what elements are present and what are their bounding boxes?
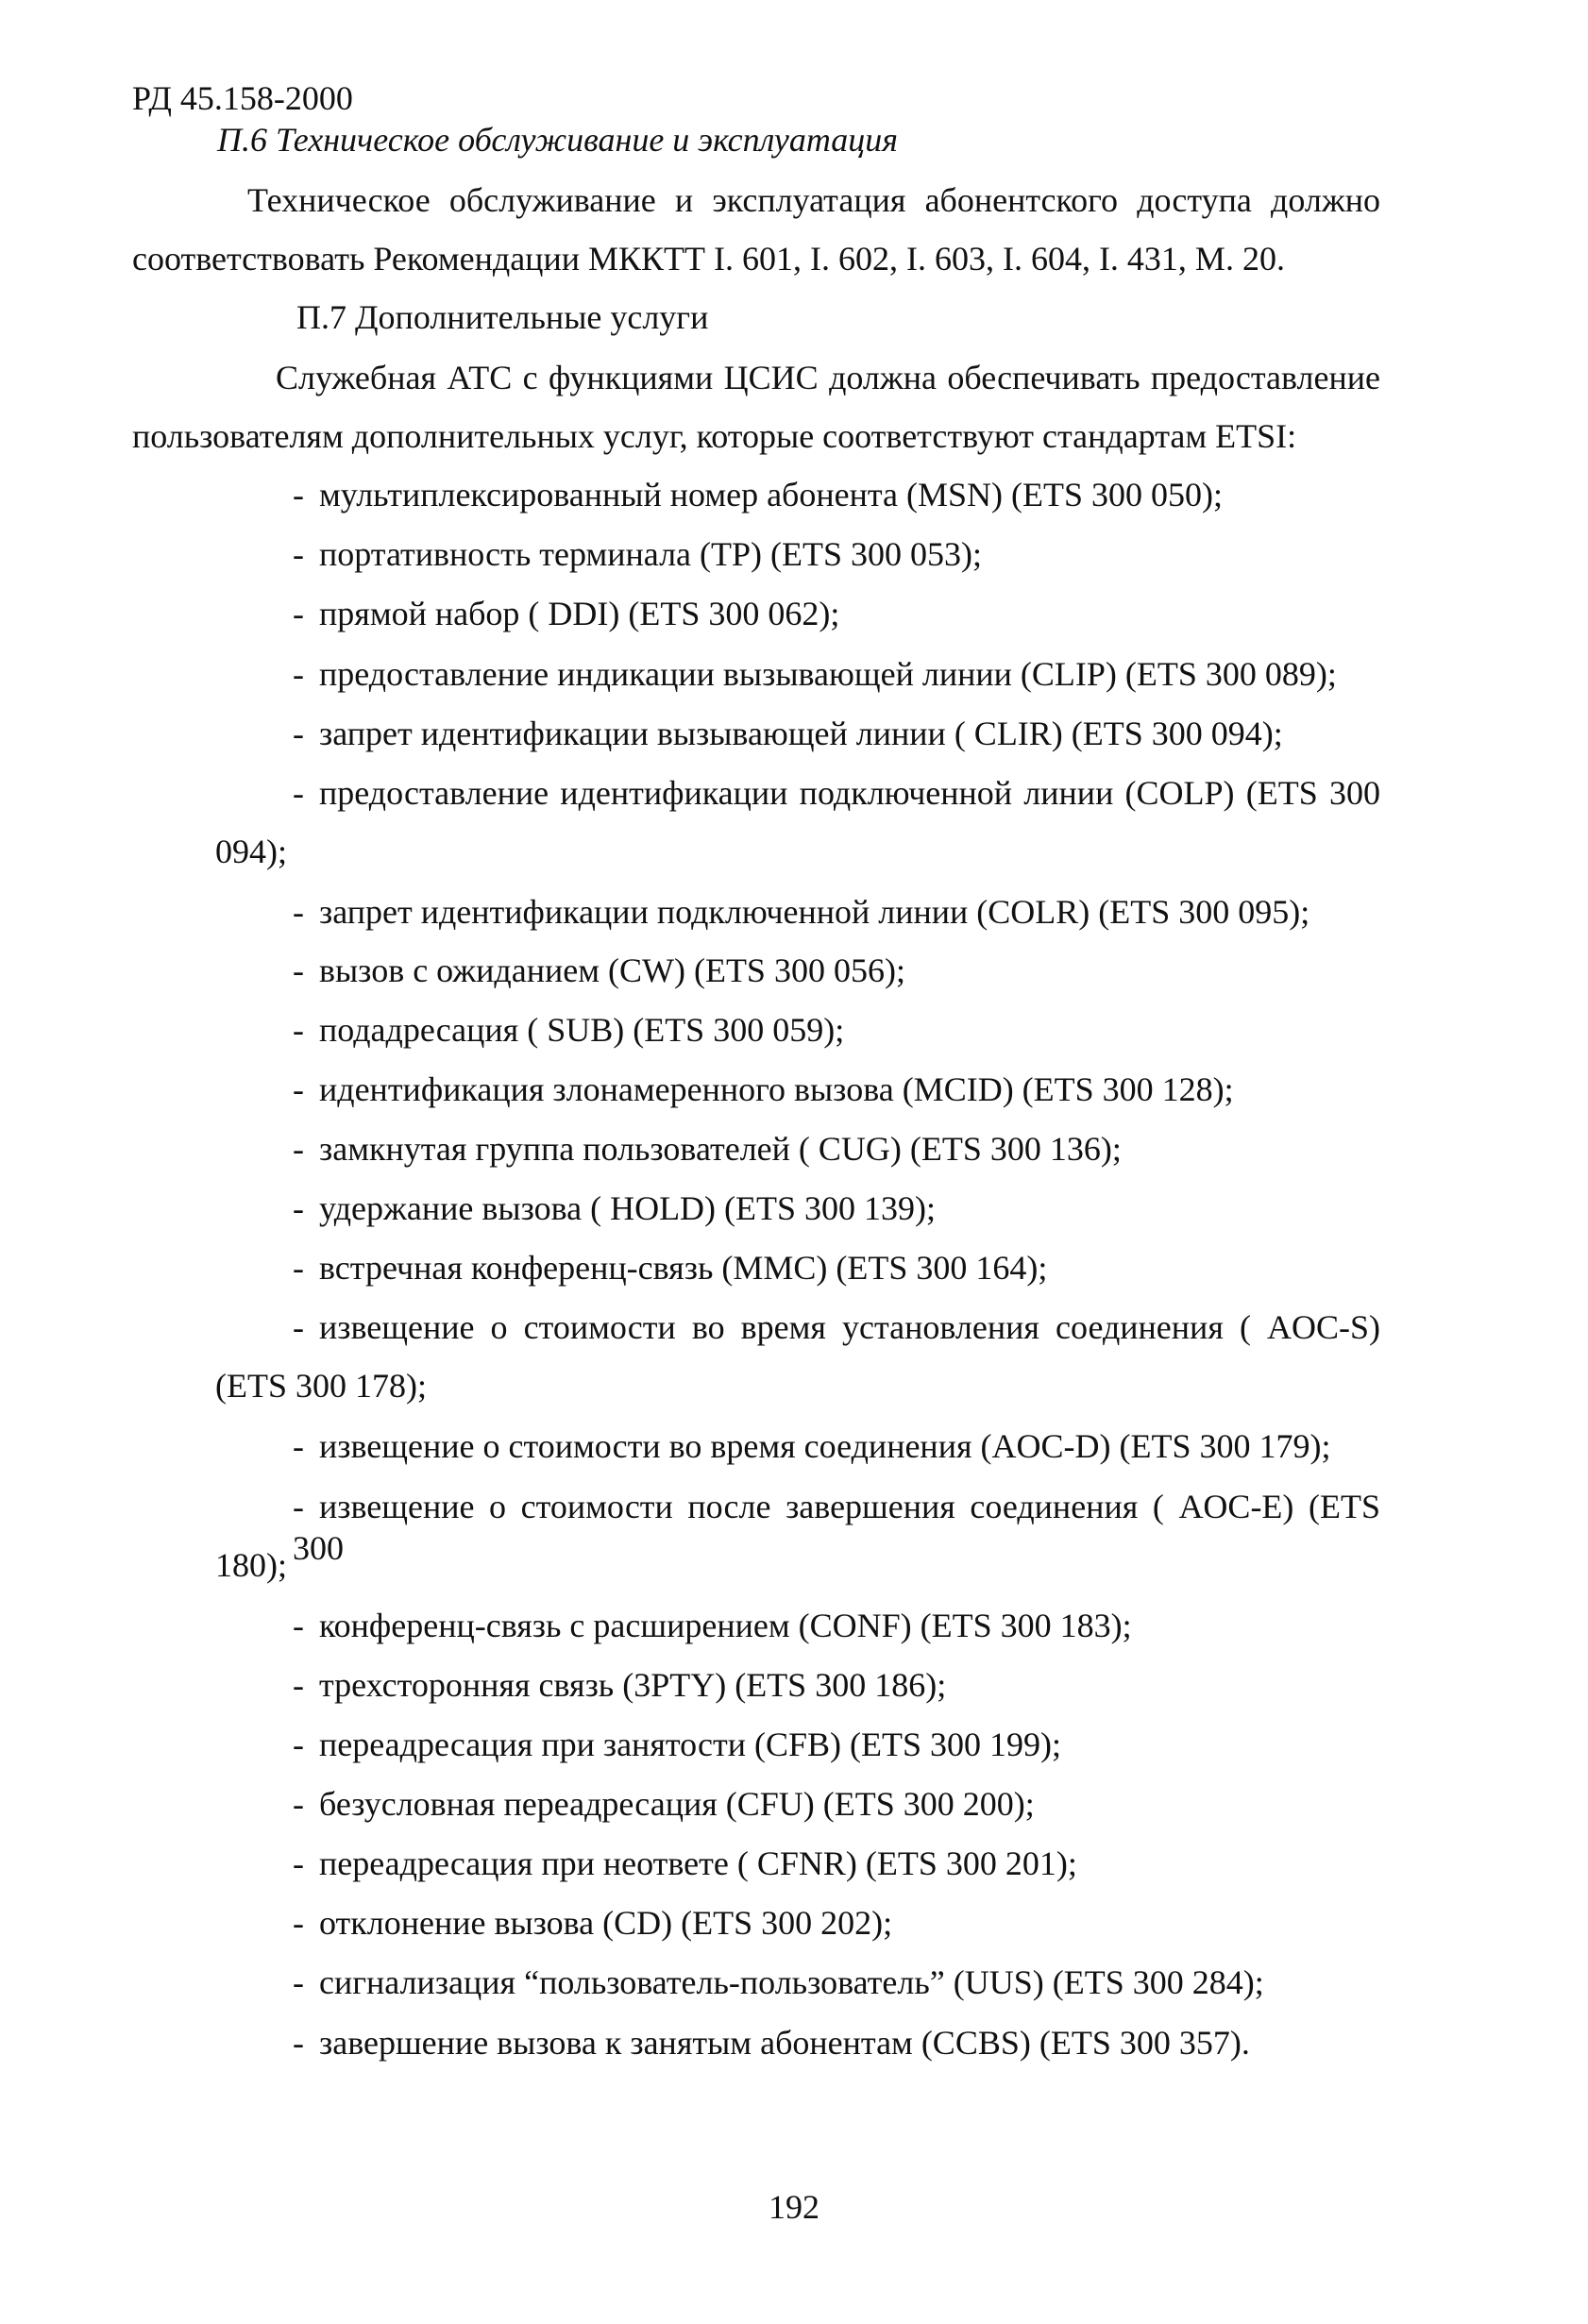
list-item: [293, 950, 905, 991]
list-item: [293, 653, 1337, 695]
list-dash: -: [293, 1963, 304, 2001]
list-dash: -: [293, 535, 304, 573]
list-dash: -: [293, 893, 304, 931]
list-item: [293, 1306, 1380, 1348]
section-p7-paragraph-line-2: пользователям дополнительных услуг, которые соответствуют стандартам ETSI:: [132, 417, 1297, 455]
list-item: [293, 1069, 1234, 1110]
list-dash: -: [293, 1308, 304, 1346]
list-dash: -: [293, 655, 304, 693]
list-item-text: предоставление индикации вызывающей линии (CLIP) (ETS 300 089);: [319, 655, 1337, 693]
list-dash: -: [293, 1249, 304, 1287]
list-item-text: отклонение вызова (CD) (ETS 300 202);: [319, 1904, 893, 1942]
list-item: [293, 1783, 1035, 1825]
section-p6-paragraph-line-1: Техническое обслуживание и эксплуатация абонентского доступа должно: [247, 181, 1380, 219]
list-dash: -: [293, 2024, 304, 2062]
list-item: [293, 1425, 1330, 1467]
list-item: [293, 1187, 936, 1229]
list-item-text: мультиплексированный номер абонента (MSN) (ETS 300 050);: [319, 476, 1224, 514]
list-dash: -: [293, 595, 304, 632]
list-item: [293, 1724, 1061, 1765]
list-item-continuation: (ETS 300 178);: [215, 1367, 427, 1405]
list-item: [293, 474, 1223, 515]
list-item: [293, 1486, 1380, 1569]
list-item: [293, 1128, 1122, 1170]
list-dash: -: [293, 1427, 304, 1465]
list-item-text: предоставление идентификации подключенной линии (COLP) (ETS 300: [319, 774, 1380, 812]
list-dash: -: [293, 1011, 304, 1049]
list-item-text: удержание вызова ( HOLD) (ETS 300 139);: [319, 1189, 937, 1227]
list-item-text: конференц-связь с расширением (CONF) (ETS 300 183);: [319, 1607, 1132, 1644]
list-item-text: подадресация ( SUB) (ETS 300 059);: [319, 1011, 845, 1049]
list-item-text: идентификация злонамеренного вызова (MCID) (ETS 300 128);: [319, 1070, 1234, 1108]
list-item-text: извещение о стоимости во время установления соединения ( AOC-S): [319, 1308, 1380, 1346]
list-item-continuation: 180);: [215, 1546, 287, 1584]
list-dash: -: [293, 476, 304, 514]
list-item-text: запрет идентификации подключенной линии (COLR) (ETS 300 095);: [319, 893, 1310, 931]
list-item-text: безусловная переадресация (CFU) (ETS 300 200);: [319, 1785, 1035, 1823]
list-item: [293, 533, 982, 575]
list-item: [293, 1605, 1132, 1646]
list-item: [293, 891, 1309, 933]
list-item-text: замкнутая группа пользователей ( CUG) (ETS 300 136);: [319, 1130, 1122, 1168]
list-item-text: переадресация при занятости (CFB) (ETS 300 199);: [319, 1726, 1062, 1763]
list-item: [293, 1009, 844, 1051]
section-p6-heading: П.6 Техническое обслуживание и эксплуатация: [217, 121, 899, 159]
list-item: [293, 1843, 1077, 1884]
list-item: [293, 1247, 1047, 1288]
list-item-text: сигнализация “пользователь-пользователь” (UUS) (ETS 300 284);: [319, 1963, 1264, 2001]
list-item-text: завершение вызова к занятым абонентам (CCBS) (ETS 300 357).: [319, 2024, 1250, 2062]
list-item-text: переадресация при неответе ( CFNR) (ETS 300 201);: [319, 1844, 1077, 1882]
section-p7-heading: П.7 Дополнительные услуги: [296, 298, 709, 336]
list-dash: -: [293, 1666, 304, 1704]
list-item-text: извещение о стоимости во время соединения (AOC-D) (ETS 300 179);: [319, 1427, 1331, 1465]
list-dash: -: [293, 951, 304, 989]
list-dash: -: [293, 774, 304, 812]
list-item: [293, 713, 1283, 754]
list-dash: -: [293, 1189, 304, 1227]
list-item: [293, 1664, 946, 1706]
list-dash: -: [293, 1844, 304, 1882]
list-item: [293, 593, 839, 634]
list-item-text: запрет идентификации вызывающей линии ( CLIR) (ETS 300 094);: [319, 715, 1283, 752]
page-number: 192: [769, 2188, 819, 2226]
list-item-continuation: 094);: [215, 833, 287, 870]
list-item: [293, 772, 1380, 814]
list-dash: -: [293, 1070, 304, 1108]
section-p6-paragraph-line-2: соответствовать Рекомендации МККТТ I. 601, I. 602, I. 603, I. 604, I. 431, M. 20.: [132, 240, 1285, 278]
list-dash: -: [293, 715, 304, 752]
list-dash: -: [293, 1130, 304, 1168]
list-dash: -: [293, 1726, 304, 1763]
list-item: [293, 1962, 1264, 2003]
list-item-text: встречная конференц-связь (MMC) (ETS 300 164);: [319, 1249, 1048, 1287]
section-p7-paragraph-line-1: Служебная АТС с функциями ЦСИС должна обеспечивать предоставление: [276, 359, 1380, 396]
list-dash: -: [293, 1785, 304, 1823]
list-dash: -: [293, 1488, 304, 1525]
document-code: РД 45.158-2000: [132, 79, 353, 117]
list-item: [293, 2022, 1250, 2063]
list-item-text: извещение о стоимости после завершения соединения ( AOC-E) (ETS 300: [293, 1488, 1380, 1567]
list-item-text: трехсторонняя связь (3PTY) (ETS 300 186);: [319, 1666, 947, 1704]
list-item: [293, 1902, 892, 1944]
list-item-text: прямой набор ( DDI) (ETS 300 062);: [319, 595, 840, 632]
list-item-text: портативность терминала (TP) (ETS 300 053);: [319, 535, 982, 573]
list-dash: -: [293, 1904, 304, 1942]
list-dash: -: [293, 1607, 304, 1644]
list-item-text: вызов с ожиданием (CW) (ETS 300 056);: [319, 951, 905, 989]
